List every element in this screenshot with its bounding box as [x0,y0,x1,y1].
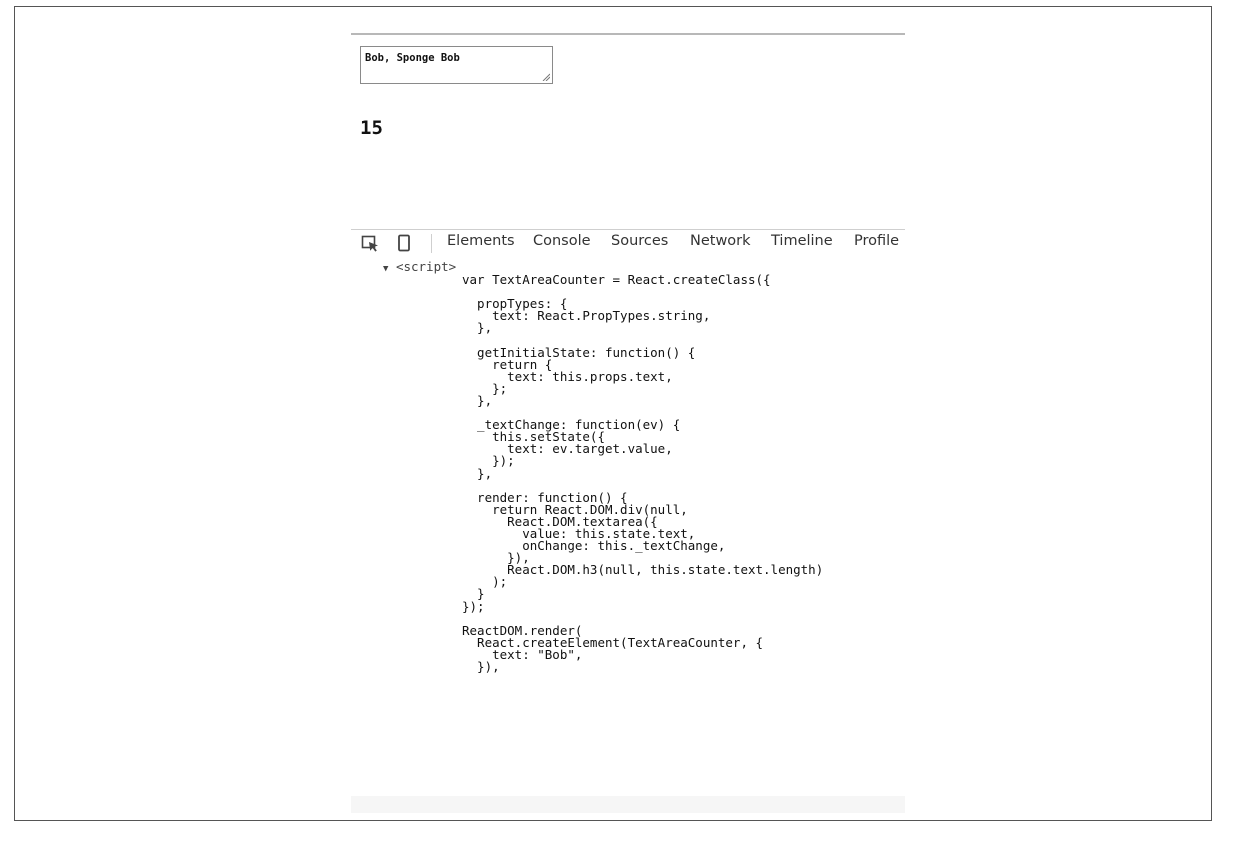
toolbar-divider [431,234,432,253]
text-area-value: Bob, Sponge Bob [365,52,460,64]
browser-viewport [351,33,905,813]
character-count-heading: 15 [360,117,383,139]
inspect-element-icon[interactable] [361,234,379,252]
resize-grip-icon[interactable] [542,73,550,81]
tab-profiles[interactable]: Profile [854,233,900,249]
tab-sources[interactable]: Sources [611,233,669,249]
tab-network[interactable]: Network [690,233,751,249]
screenshot-frame [14,6,1212,821]
script-source-code: var TextAreaCounter = React.createClass({ propTypes: { text: React.PropTypes.string, }, getInitialState: function() { return { text: this.props.text, }; }, _textChange: function(ev) { this.setState({ text: ev.target.value, }); }, render: function() { return React.DOM.div(null, React.DOM.textarea({ value: this.state.text, onChange: this._textChange, }), React.DOM.h3(null, this.state.text.length) ); } }); ReactDOM.render( React.createElement(TextAreaCounter, { text: "Bob", }), [462,272,824,674]
text-area[interactable] [360,46,553,84]
devtools-toolbar [351,229,905,257]
device-mode-icon[interactable] [395,234,413,252]
viewport-top-border [351,33,905,35]
expand-triangle-icon[interactable]: ▼ [383,264,389,274]
elements-panel [351,256,905,813]
tab-elements[interactable]: Elements [447,233,515,249]
dom-tree-node-script[interactable] [383,259,456,274]
script-tag-label: <script> [395,259,457,274]
tab-console[interactable]: Console [533,233,591,249]
tab-timeline[interactable]: Timeline [771,233,833,249]
panel-bottom-edge [351,796,905,813]
